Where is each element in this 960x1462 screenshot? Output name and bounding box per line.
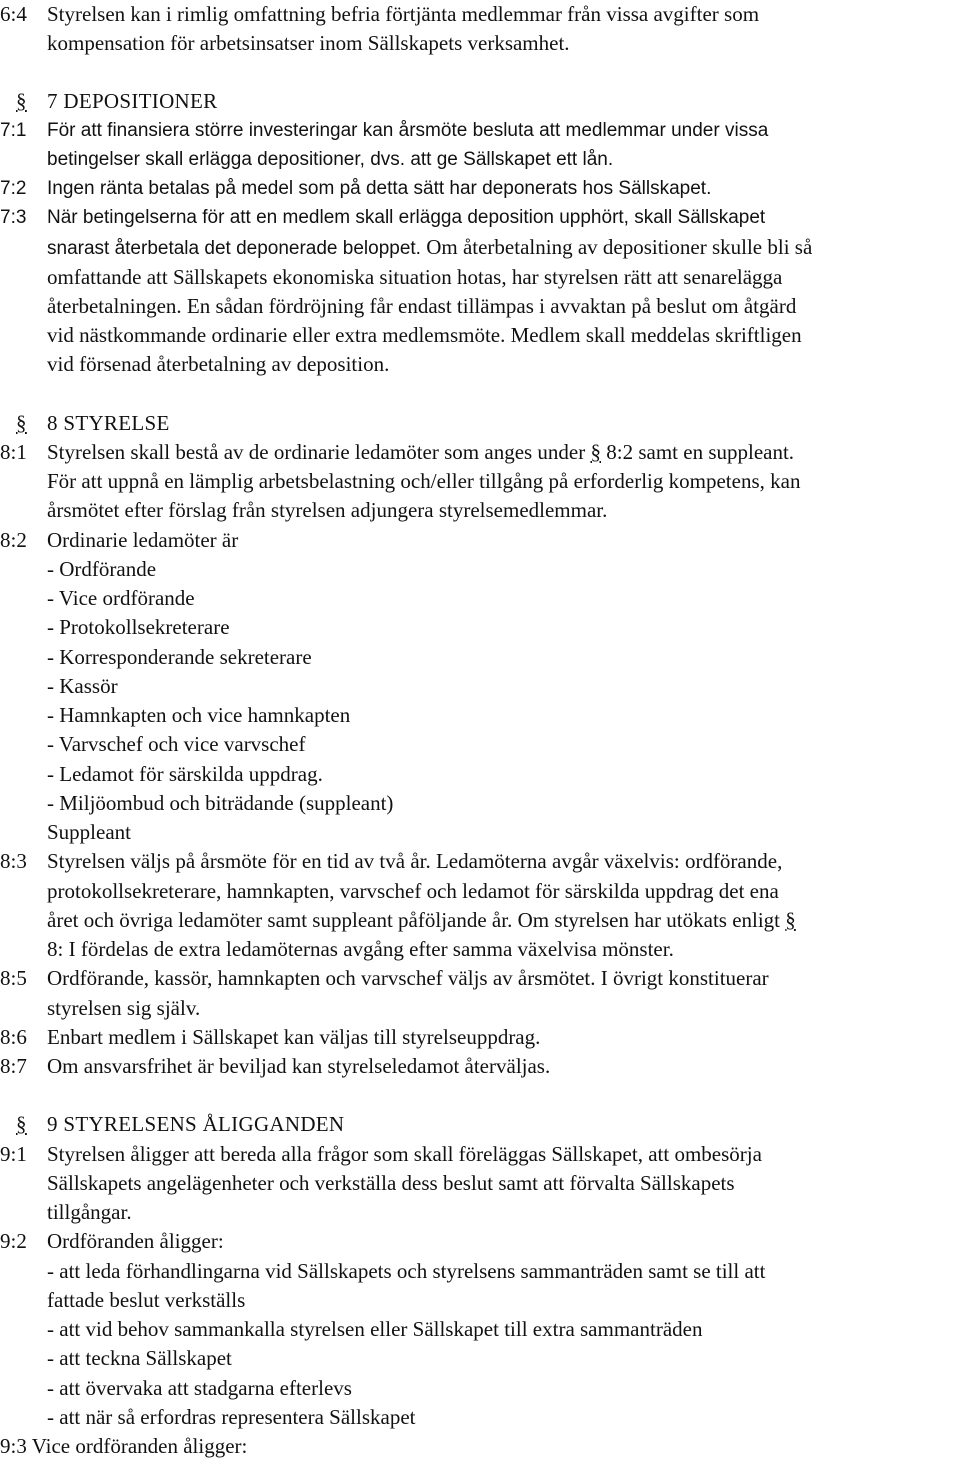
paragraph-text-line: vid försenad återbetalning av deposition. [47, 352, 390, 376]
paragraph-9-3 [0, 1433, 247, 1459]
paragraph-text-line: årsmötet efter förslag från styrelsen adjungera styrelsemedlemmar. [47, 498, 608, 522]
list-item-text: - att leda förhandlingarna vid Sällskapets och styrelsens sammanträden samt se till att [47, 1259, 766, 1283]
paragraph-number: 9:1 [0, 1142, 27, 1166]
list-item-text: - Vice ordförande [47, 586, 195, 610]
list-item-text: - Protokollsekreterare [47, 615, 230, 639]
paragraph-text-line: Ordinarie ledamöter är [47, 528, 239, 552]
section-symbol: § [785, 908, 796, 932]
paragraph-text-line: För att uppnå en lämplig arbetsbelastning och/eller tillgång på erforderlig kompetens, kan [47, 469, 801, 493]
list-item-text: - att övervaka att stadgarna efterlevs [47, 1376, 352, 1400]
paragraph-text-segment: 8:2 samt en suppleant. [601, 440, 795, 464]
list-item-text: - Hamnkapten och vice hamnkapten [47, 703, 351, 727]
section-title: 7 DEPOSITIONER [47, 89, 218, 113]
paragraph-text-segment: snarast återbetala det deponerade beloppet. [47, 238, 421, 259]
paragraph-text-line: Om ansvarsfrihet är beviljad kan styrelseledamot återväljas. [47, 1054, 551, 1078]
section-symbol: § [16, 1112, 27, 1136]
paragraph-text-line: Ingen ränta betalas på medel som på detta sätt har deponerats hos Sällskapet. [47, 178, 712, 199]
section-title: 8 STYRELSE [47, 411, 170, 435]
paragraph-number: 8:3 [0, 849, 27, 873]
section-symbol: § [16, 89, 27, 113]
paragraph-text-line: protokollsekreterare, hamnkapten, varvschef och ledamot för särskilda uppdrag det ena [47, 879, 779, 903]
paragraph-text-line: Ordförande, kassör, hamnkapten och varvschef väljs av årsmötet. I övrigt konstituerar [47, 966, 769, 990]
paragraph-text-line: Enbart medlem i Sällskapet kan väljas till styrelseuppdrag. [47, 1025, 541, 1049]
paragraph-number: 8:5 [0, 966, 27, 990]
paragraph-text-segment: Om återbetalning av depositioner skulle bli så [420, 235, 813, 259]
paragraph-number: 9:2 [0, 1229, 27, 1253]
paragraph-text-line: styrelsen sig själv. [47, 996, 201, 1020]
list-item-text: - Miljöombud och biträdande (suppleant) [47, 791, 394, 815]
paragraph-number: 8:6 [0, 1025, 27, 1049]
paragraph-text-line: kompensation för arbetsinsatser inom Sällskapets verksamhet. [47, 31, 570, 55]
paragraph-text-segment: året och övriga ledamöter samt suppleant påföljande år. Om styrelsen har utökats enligt [47, 908, 786, 932]
paragraph-text-segment: Styrelsen skall bestå av de ordinarie ledamöter som anges under [47, 440, 591, 464]
list-item-text: Suppleant [47, 820, 131, 844]
section-symbol: § [16, 411, 27, 435]
list-item-text: - att när så erfordras representera Sällskapet [47, 1405, 416, 1429]
paragraph-text-line: 8: I fördelas de extra ledamöternas avgång efter samma växelvisa mönster. [47, 937, 674, 961]
list-item-text: - Varvschef och vice varvschef [47, 732, 306, 756]
paragraph-number: 7:1 [0, 120, 27, 141]
list-item-text: - Kassör [47, 674, 118, 698]
paragraph-number: 7:2 [0, 178, 27, 199]
paragraph-text-line: betingelser skall erlägga depositioner, dvs. att ge Sällskapet ett lån. [47, 149, 614, 170]
paragraph-number: 8:7 [0, 1054, 27, 1078]
paragraph-number: 8:1 [0, 440, 27, 464]
list-item-text: fattade beslut verkställs [47, 1288, 246, 1312]
paragraph-text-line: tillgångar. [47, 1200, 132, 1224]
paragraph-text-line: Styrelsen väljs på årsmöte för en tid av två år. Ledamöterna avgår växelvis: ordförande, [47, 849, 783, 873]
section-title: 9 STYRELSENS ÅLIGGANDEN [47, 1112, 345, 1136]
paragraph-number: 8:2 [0, 528, 27, 552]
paragraph-text-line: Styrelsen åligger att bereda alla frågor som skall föreläggas Sällskapet, att ombesörja [47, 1142, 762, 1166]
paragraph-number: 6:4 [0, 2, 27, 26]
list-item-text: - Ledamot för särskilda uppdrag. [47, 762, 323, 786]
list-item-text: - Ordförande [47, 557, 157, 581]
paragraph-text-line: omfattande att Sällskapets ekonomiska situation hotas, har styrelsen rätt att senarelägga [47, 265, 783, 289]
paragraph-number: 7:3 [0, 207, 27, 228]
list-item-text: - Korresponderande sekreterare [47, 645, 312, 669]
paragraph-text-line: När betingelserna för att en medlem skall erlägga deposition upphört, skall Sällskapet [47, 207, 766, 228]
paragraph-text-line: Sällskapets angelägenheter och verkställa dess beslut samt att förvalta Sällskapets [47, 1171, 735, 1195]
paragraph-text-line: Ordföranden åligger: [47, 1229, 224, 1253]
paragraph-text-line: vid nästkommande ordinarie eller extra medlemsmöte. Medlem skall meddelas skriftligen [47, 323, 802, 347]
section-symbol: § [590, 440, 601, 464]
paragraph-text-line: 9:3 Vice ordföranden åligger: [0, 1434, 248, 1458]
list-item-text: - att teckna Sällskapet [47, 1346, 232, 1370]
paragraph-text-line: Styrelsen kan i rimlig omfattning befria förtjänta medlemmar från vissa avgifter som [47, 2, 760, 26]
paragraph-text-line: För att finansiera större investeringar kan årsmöte besluta att medlemmar under vissa [47, 120, 769, 141]
paragraph-text-line: återbetalningen. En sådan fördröjning får endast tillämpas i avvaktan på beslut om åtgärd [47, 294, 797, 318]
list-item-text: - att vid behov sammankalla styrelsen eller Sällskapet till extra sammanträden [47, 1317, 703, 1341]
